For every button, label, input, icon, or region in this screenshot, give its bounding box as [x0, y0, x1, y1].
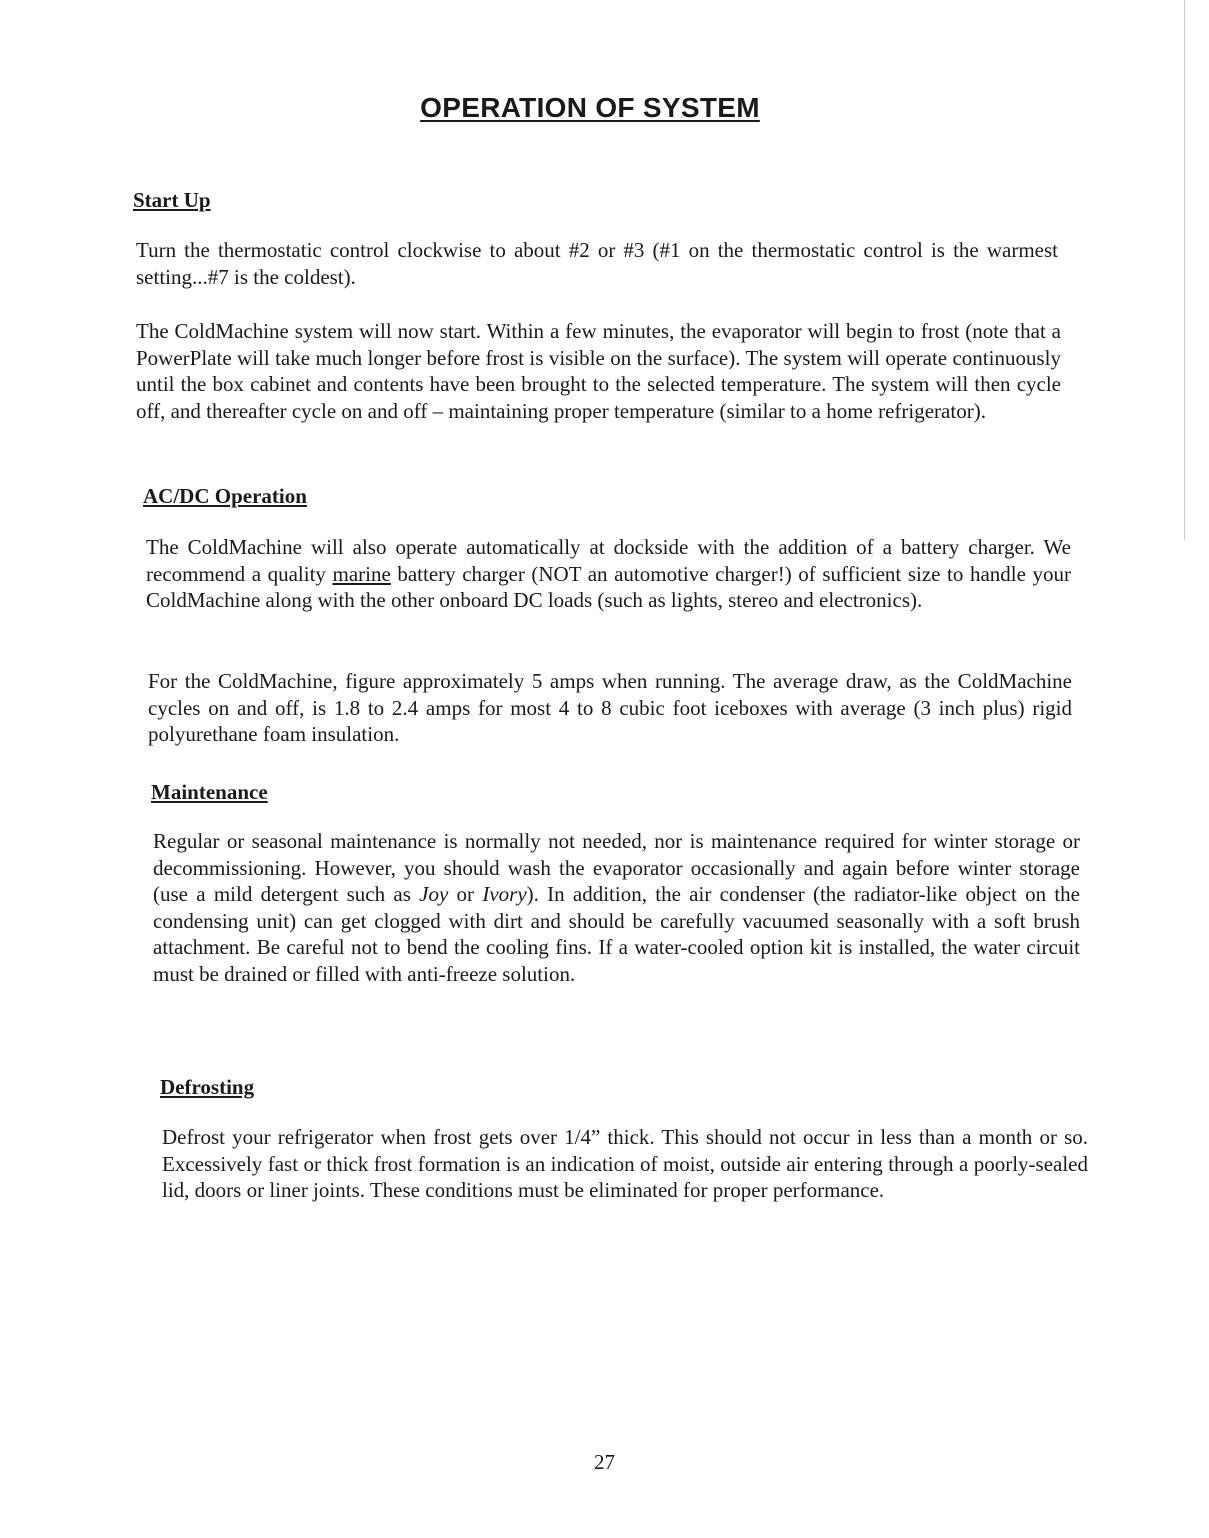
maintenance-text-before: Regular or seasonal maintenance is normally not needed, nor is maintenance required for winter storage or decommissioning. However, you should wash the evaporator occasionally and again before winter storage (use a mild detergent such as: [153, 829, 1080, 906]
section-heading-defrosting: Defrosting: [160, 1075, 255, 1099]
marine-underlined-word: marine: [332, 561, 391, 586]
scan-edge-line: [1184, 0, 1185, 540]
section-heading-acdc-operation: AC/DC Operation: [143, 484, 307, 508]
page-number: 27: [594, 1450, 615, 1474]
page-title: OPERATION OF SYSTEM: [420, 92, 760, 123]
start-up-paragraph-2: The ColdMachine system will now start. Within a few minutes, the evaporator will begin to frost (note that a PowerPlate will take much longer before frost is visible on the surface). The system will operate continuously until the box cabinet and contents have been brought to the selected temperature. The system will then cycle off, and thereafter cycle on and off – maintaining proper temperature (similar to a home refrigerator).: [136, 319, 1061, 423]
brand-ivory: Ivory: [482, 882, 527, 906]
acdc-paragraph-2: For the ColdMachine, figure approximately 5 amps when running. The average draw, as the ColdMachine cycles on and off, is 1.8 to 2.4 amps for most 4 to 8 cubic foot iceboxes with average (3 inch plus) rigid polyurethane foam insulation.: [148, 669, 1072, 746]
defrosting-paragraph-1: Defrost your refrigerator when frost gets over 1/4” thick. This should not occur in less than a month or so. Excessively fast or thick frost formation is an indication of moist, outside air entering through a poorly-sealed lid, doors or liner joints. These conditions must be eliminated for proper performance.: [162, 1125, 1088, 1202]
brand-joy: Joy: [419, 882, 449, 906]
start-up-paragraph-1: Turn the thermostatic control clockwise to about #2 or #3 (#1 on the thermostatic control is the warmest setting...#7 is the coldest).: [136, 238, 1058, 289]
acdc-paragraph-1-text-before: The ColdMachine will also operate automatically at dockside with the addition of a battery charger. We recommend a quality: [146, 535, 1071, 586]
maintenance-text-after: ). In addition, the air condenser (the radiator-like object on the condensing unit) can get clogged with dirt and should be carefully vacuumed seasonally with a soft brush attachment. Be careful not to bend the cooling fins. If a water-cooled option kit is installed, the water circuit must be drained or filled with anti-freeze solution.: [153, 882, 1081, 986]
acdc-paragraph-1: [146, 534, 1071, 614]
maintenance-paragraph-1: [153, 828, 1080, 987]
section-heading-maintenance: Maintenance: [151, 780, 268, 804]
acdc-paragraph-1-text-after: battery charger (NOT an automotive charger!) of sufficient size to handle your ColdMachine along with the other onboard DC loads (such as lights, stereo and electronics).: [146, 561, 1071, 612]
section-heading-start-up: Start Up: [133, 188, 211, 212]
maintenance-text-middle: or: [448, 882, 483, 906]
